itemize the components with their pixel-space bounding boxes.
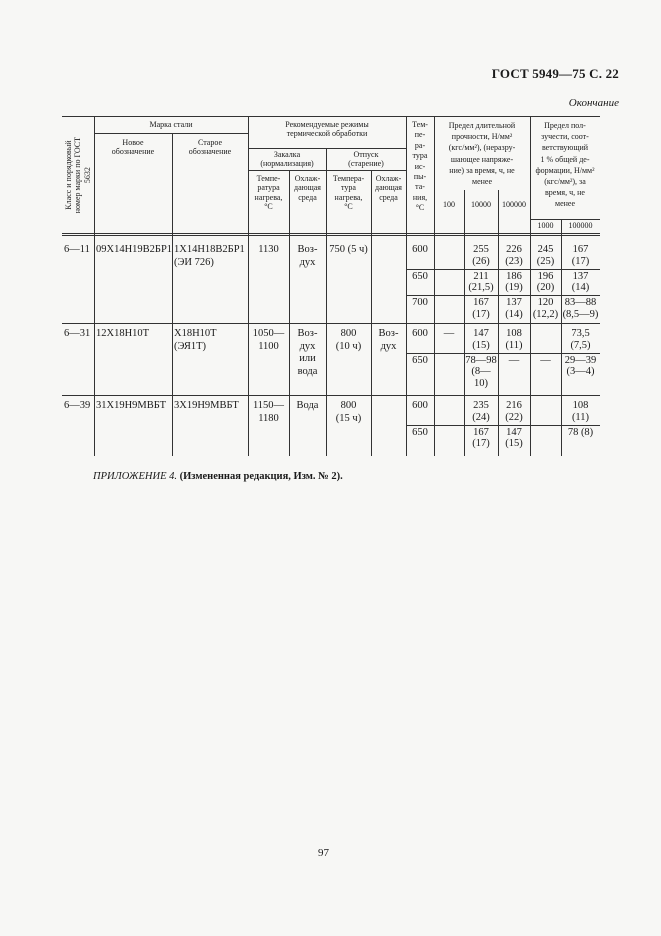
rupture-strength-header-line: Предел длительной — [448, 121, 516, 130]
strength-10000h-value-line: (17) — [472, 438, 490, 449]
quench-medium-value — [289, 328, 326, 378]
creep-1000h-value — [530, 271, 561, 294]
grade-class-number: 6—39 — [64, 400, 91, 411]
strength-10000h-value — [464, 244, 498, 267]
strength-10000h-value — [464, 328, 498, 351]
old-designation-header — [172, 138, 248, 157]
strength-100000h-value — [498, 297, 530, 320]
tempering-header-line: (старение) — [348, 159, 384, 169]
old-grade-designation — [174, 244, 248, 269]
strength-100000h-value-line: 216 — [506, 400, 522, 411]
strength-10000h-value-line: (24) — [472, 411, 490, 423]
quench-temper-header-rule — [248, 170, 406, 171]
creep-100000h-value — [561, 355, 600, 378]
old-grade-designation-line: Х18Н10Т — [174, 328, 217, 339]
strength-10000h-value-line: 10) — [474, 377, 488, 389]
creep-100000h-value-line: (8,5—9) — [562, 308, 599, 320]
new-grade-designation: 31Х19Н9МВБТ — [96, 400, 167, 411]
table-top-rule — [62, 116, 600, 117]
strength-10000h-value-line: 235 — [473, 400, 489, 411]
temper-medium-header-line: Охлаж- — [375, 174, 402, 183]
temper-temperature-header-line: Темпера- — [332, 174, 365, 183]
row-group-rule — [62, 395, 600, 396]
creep-limit-header-line: 1 % общей де- — [540, 154, 590, 164]
quench-medium-value-line: дух — [299, 256, 316, 268]
appendix-footnote — [93, 471, 343, 482]
old-grade-designation-line: 3Х19Н9МВБТ — [174, 400, 239, 411]
strength-10000h-value — [464, 355, 498, 390]
quench-temperature-value — [248, 328, 289, 353]
creep-100000h-value-line: (14) — [571, 282, 590, 293]
strength-100000h-value-line: 137 — [506, 297, 522, 308]
strength-10000h-value-line: (17) — [472, 308, 490, 320]
page-number: 97 — [318, 847, 329, 859]
rupture-strength-header-line: шающее напряже- — [450, 154, 514, 164]
creep-100000h-value-line: (7,5) — [570, 339, 591, 351]
creep-limit-header — [530, 120, 600, 210]
creep-100000h-value-line: 83—88 — [564, 297, 597, 308]
test-temperature-value: 650 — [412, 270, 428, 282]
test-temperature-subrow-rule — [406, 269, 600, 270]
temper-temperature-value — [326, 244, 371, 257]
creep-1000h-value-line: (25) — [536, 255, 555, 267]
creep-hours-1000: 1000 — [537, 221, 554, 230]
temper-temperature-header — [326, 174, 371, 212]
creep-100000h-value — [561, 427, 600, 439]
strength-10000h-value-line: (15) — [472, 339, 490, 351]
quench-temperature-value — [248, 400, 289, 425]
class-number-header-line: номер марки по ГОСТ — [73, 136, 83, 213]
strength-100000h-value-line: (22) — [505, 411, 523, 423]
column-rule-c6 — [371, 170, 372, 456]
temper-temperature-value-line: (15 ч) — [335, 412, 362, 424]
creep-1000h-value — [530, 244, 561, 267]
strength-100000h-value — [498, 355, 530, 367]
rupture-strength-header-line: прочности, Н/мм² — [451, 132, 513, 142]
new-designation-header-line: Новое — [122, 138, 144, 147]
strength-10000h-value-line: 255 — [473, 244, 489, 255]
quench-temperature-value-line: 1050— — [252, 328, 285, 339]
creep-limit-header-line: ветствующий — [541, 143, 589, 153]
continuation-label: Окончание — [568, 97, 619, 109]
steel-grade-header: Марка стали — [149, 120, 193, 129]
grade-class-number: 6—31 — [64, 328, 91, 339]
strength-100h-value — [434, 328, 464, 340]
class-number-header — [64, 120, 92, 230]
strength-hours-100000: 100000 — [502, 200, 526, 209]
quench-temperature-value-line: 1150— — [252, 400, 285, 411]
creep-100000h-value — [561, 244, 600, 267]
test-temperature-header-line: Тем- — [412, 120, 428, 129]
creep-1000h-value — [530, 355, 561, 367]
creep-limit-header-line: Предел пол- — [544, 121, 586, 130]
strength-100000h-value-line: 147 — [506, 426, 522, 438]
quench-temperature-value — [248, 244, 289, 257]
test-temperature-header — [406, 120, 434, 214]
creep-100000h-value-line: 29—39 — [564, 354, 597, 366]
old-designation-header-line: обозначение — [188, 147, 232, 157]
strength-100000h-value-line: — — [508, 354, 520, 366]
column-rule-c1 — [94, 116, 95, 456]
creep-1000h-value-line: — — [540, 354, 551, 366]
temper-temperature-header-line: тура — [341, 183, 356, 193]
strength-100000h-value-line: (23) — [505, 255, 523, 267]
quench-medium-header-line: среда — [298, 192, 317, 202]
old-designation-header-line: Старое — [197, 138, 223, 147]
rupture-strength-header-line: менее — [472, 177, 492, 187]
strength-10000h-value — [464, 400, 498, 423]
test-temperature-header-line: ис- — [414, 161, 426, 171]
strength-100000h-value-line: (14) — [505, 308, 523, 320]
class-number-header-line: Класс и порядковый — [63, 140, 73, 210]
creep-100000h-value — [561, 271, 600, 294]
temper-temperature-value-line: 800 — [340, 400, 357, 411]
quench-temperature-header-line: ратура — [257, 183, 280, 193]
new-grade-designation: 09Х14Н19В2БР1 — [96, 244, 173, 255]
quench-medium-value-line: Вода — [296, 400, 319, 411]
strength-100000h-value-line: (19) — [505, 282, 523, 293]
quench-medium-header-line: дающая — [294, 183, 321, 193]
test-temperature-subrow-rule — [406, 295, 600, 296]
test-temperature-header-line: ния, — [412, 192, 428, 202]
creep-hours-100000: 100000 — [568, 221, 593, 230]
test-temperature-header-line: °С — [415, 203, 425, 213]
class-number-header-line: 5632 — [82, 166, 92, 183]
strength-10000h-value-line: (21,5) — [468, 282, 494, 293]
strength-10000h-value — [464, 297, 498, 320]
quench-medium-value-line: или — [299, 353, 316, 364]
strength-100000h-value — [498, 271, 530, 294]
creep-1000h-value-line: 196 — [537, 270, 554, 282]
creep-1000h-value-line: 245 — [537, 244, 554, 255]
document-header-title: ГОСТ 5949—75 С. 22 — [491, 66, 619, 81]
column-rule-c2 — [172, 133, 173, 456]
column-rule-c4 — [289, 170, 290, 456]
creep-limit-header-line: (кгс/мм²), за — [544, 177, 586, 187]
temper-temperature-value-line: 800 — [340, 328, 357, 339]
creep-100000h-value-line: 137 — [572, 270, 589, 282]
strength-100000h-value — [498, 427, 530, 450]
creep-1000h-value-line: (12,2) — [532, 308, 559, 320]
rupture-strength-header-line: (кгс/мм²), (неразру- — [448, 143, 516, 153]
strength-100000h-value-line: 226 — [506, 244, 522, 255]
creep-1000h-value — [530, 297, 561, 320]
tempering-header-line: Отпуск — [353, 150, 379, 159]
temper-medium-header — [371, 174, 406, 202]
creep-100000h-value-line: (11) — [571, 411, 590, 423]
strength-10000h-value-line: (26) — [472, 255, 490, 267]
strength-100000h-value — [498, 400, 530, 423]
test-temperature-subrow-rule — [406, 353, 600, 354]
creep-100000h-value-line: (17) — [571, 255, 590, 267]
strength-10000h-value-line: 147 — [473, 328, 489, 339]
creep-100000h-value-line: 167 — [572, 244, 589, 255]
test-temperature-value: 650 — [412, 426, 428, 438]
quenching-header-line: Закалка — [273, 150, 301, 159]
quench-medium-value — [289, 244, 326, 269]
temper-medium-header-line: среда — [379, 192, 398, 202]
footnote-revision-note: (Измененная редакция, Изм. № 2). — [179, 471, 343, 482]
creep-100000h-value-line: 73,5 — [571, 328, 590, 339]
creep-limit-header-line: время, ч, не — [545, 188, 585, 198]
row-group-rule — [62, 323, 600, 324]
rupture-strength-header-line: ние) за время, ч, не — [449, 165, 515, 175]
quench-temperature-header-line: Темпе- — [256, 174, 281, 183]
creep-100000h-value-line: 78 (8) — [567, 426, 594, 438]
quench-temperature-header-line: °С — [264, 202, 273, 212]
test-temperature-header-line: пы- — [413, 172, 427, 182]
strength-10000h-value — [464, 271, 498, 294]
strength-10000h-value-line: (8— — [471, 366, 491, 377]
strength-10000h-value-line: 167 — [473, 426, 489, 438]
test-temperature-header-line: ра- — [414, 140, 426, 150]
strength-100000h-value-line: (15) — [505, 438, 523, 449]
temper-medium-header-line: дающая — [375, 183, 402, 193]
strength-10000h-value-line: 78—98 — [465, 354, 497, 366]
test-temperature-value: 700 — [412, 297, 428, 308]
quench-medium-header-line: Охлаж- — [294, 174, 321, 183]
new-grade-designation: 12Х18Н10Т — [96, 328, 150, 339]
quench-temperature-value-line: 1180 — [258, 412, 279, 424]
old-grade-designation — [174, 400, 248, 413]
test-temperature-value: 650 — [412, 354, 428, 366]
temper-temperature-header-line: нагрева, — [334, 192, 363, 202]
strength-10000h-value-line: 211 — [473, 270, 489, 282]
creep-limit-header-line: формации, Н/мм² — [535, 165, 595, 175]
test-temperature-header-line: та- — [415, 182, 425, 192]
temper-medium-value-line: дух — [380, 340, 397, 352]
strength-10000h-value — [464, 427, 498, 450]
creep-100000h-value — [561, 297, 600, 320]
strength-100h-value-line: — — [443, 328, 455, 339]
temper-temperature-value — [326, 400, 371, 425]
quenching-header — [248, 150, 326, 169]
creep-100000h-value — [561, 328, 600, 351]
grade-class-number: 6—11 — [64, 244, 90, 255]
footnote-appendix-label: ПРИЛОЖЕНИЕ 4. — [93, 471, 177, 482]
creep-limit-header-line: зучести, соот- — [541, 132, 589, 142]
quench-temperature-value-line: 1100 — [258, 340, 279, 352]
new-designation-header — [94, 138, 172, 157]
quench-temperature-value-line: 1130 — [258, 244, 279, 255]
strength-100000h-value-line: (11) — [505, 339, 523, 351]
test-temperature-value: 600 — [412, 400, 428, 411]
tempering-header — [326, 150, 406, 169]
creep-100000h-value-line: (3—4) — [566, 366, 595, 377]
creep-limit-header-line: менее — [555, 199, 575, 209]
creep-1000h-value-line: 120 — [537, 297, 554, 308]
strength-100000h-value-line: 108 — [506, 328, 522, 339]
creep-100000h-value-line: 108 — [572, 400, 589, 411]
quench-medium-value-line: вода — [297, 365, 318, 377]
temper-medium-value — [371, 328, 406, 353]
temper-temperature-header-line: °С — [344, 202, 353, 212]
quench-medium-value — [289, 400, 326, 413]
temper-temperature-value-line: 750 (5 ч) — [329, 244, 368, 255]
creep-100000h-value — [561, 400, 600, 423]
strength-hours-100: 100 — [443, 200, 455, 209]
grade-header-rule — [94, 133, 248, 134]
quench-medium-value-line: дух — [299, 340, 316, 352]
temper-temperature-value-line: (10 ч) — [335, 340, 362, 352]
test-temperature-header-line: пе- — [414, 130, 426, 140]
heat-treatment-header-line: Рекомендуемые режимы — [285, 120, 369, 129]
heat-treatment-header-line: термической обработки — [286, 129, 368, 139]
strength-100000h-value — [498, 328, 530, 351]
old-grade-designation-line: (ЭЯ1Т) — [174, 340, 207, 352]
quench-medium-value-line: Воз- — [297, 244, 318, 255]
test-temperature-header-line: тура — [412, 151, 428, 161]
strength-100000h-value-line: 186 — [506, 270, 522, 282]
quench-temperature-header — [248, 174, 289, 212]
strength-100000h-value — [498, 244, 530, 267]
temper-temperature-value — [326, 328, 371, 353]
heat-treatment-header-rule — [248, 148, 406, 149]
quench-medium-header — [289, 174, 326, 202]
header-bottom-rule — [62, 233, 600, 234]
creep-1000h-value-line: (20) — [536, 282, 555, 293]
strength-10000h-value-line: 167 — [473, 297, 489, 308]
quench-temperature-header-line: нагрева, — [254, 192, 283, 202]
temper-medium-value-line: Воз- — [378, 328, 399, 339]
strength-hours-10000: 10000 — [471, 200, 491, 209]
old-grade-designation-line: (ЭИ 726) — [174, 256, 214, 268]
heat-treatment-header — [248, 120, 406, 139]
creep-hours-rule — [531, 219, 600, 220]
old-grade-designation-line: 1Х14Н18В2БР1 — [174, 244, 245, 255]
old-grade-designation — [174, 328, 248, 353]
test-temperature-value: 600 — [412, 328, 428, 339]
new-designation-header-line: обозначение — [111, 147, 155, 157]
test-temperature-value: 600 — [412, 244, 428, 255]
test-temperature-subrow-rule — [406, 425, 600, 426]
quench-medium-value-line: Воз- — [297, 328, 318, 339]
header-double-rule — [62, 235, 600, 236]
quenching-header-line: (нормализация) — [260, 159, 314, 169]
rupture-strength-header — [434, 120, 530, 187]
